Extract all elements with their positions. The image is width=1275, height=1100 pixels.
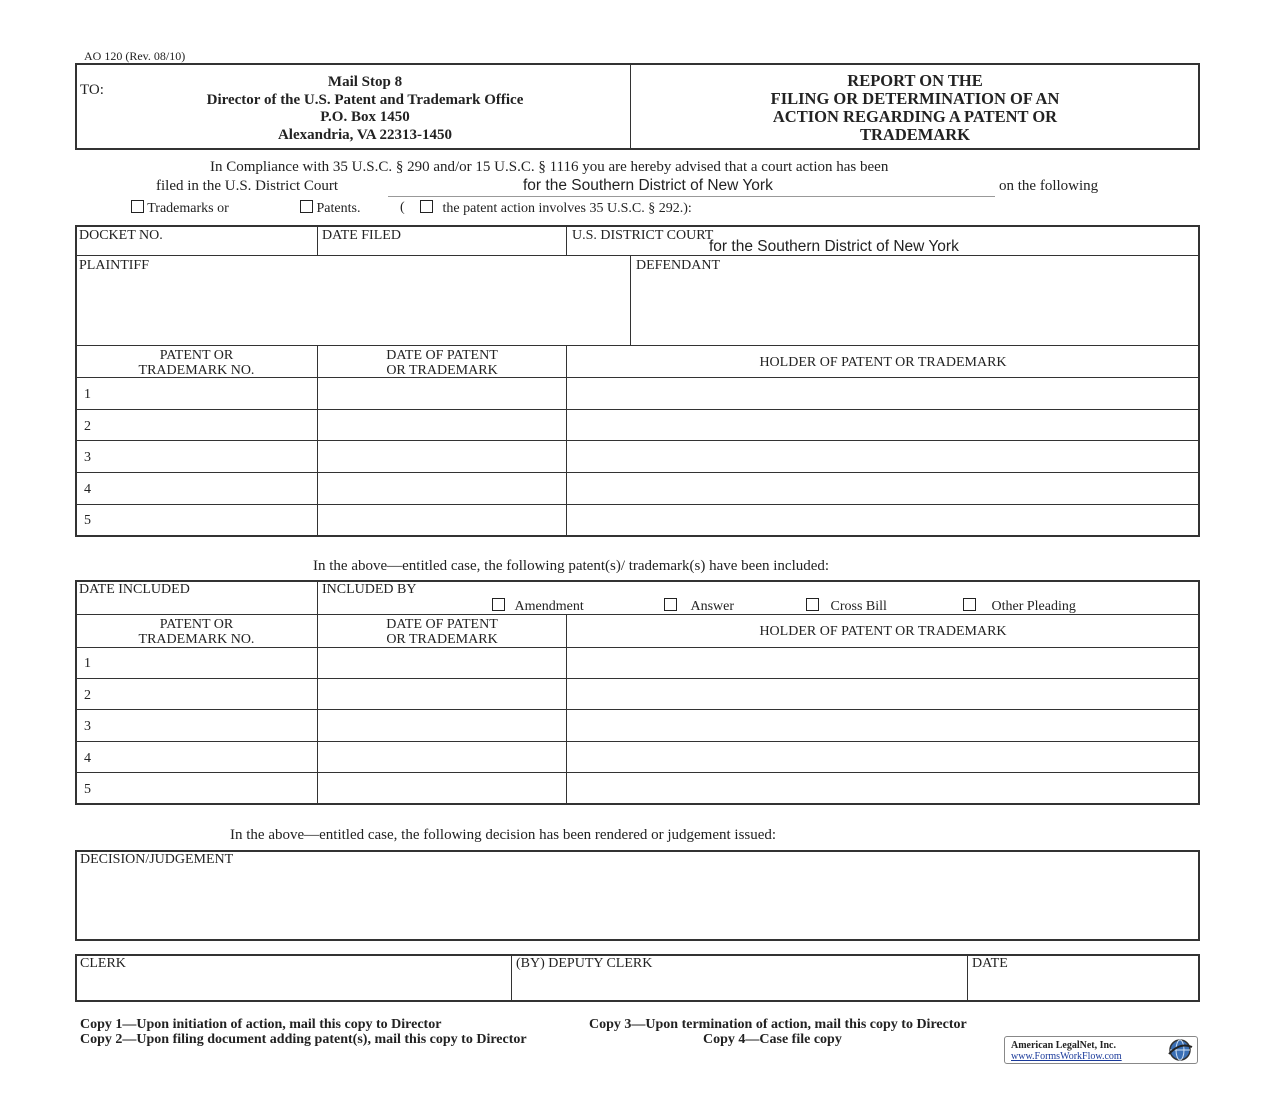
signature-divider xyxy=(511,955,512,1001)
cross-bill-option[interactable] xyxy=(806,598,887,615)
header-line: PATENT OR xyxy=(159,348,234,363)
globe-icon xyxy=(1165,1038,1195,1062)
row-number: 5 xyxy=(84,782,91,797)
defendant-field[interactable] xyxy=(636,275,1196,343)
case-col-divider xyxy=(566,226,567,256)
included-intro: In the above—entitled case, the following patent(s)/ trademark(s) have been included: xyxy=(313,558,830,574)
section-292-option[interactable] xyxy=(420,200,692,217)
clerk-field[interactable] xyxy=(80,972,506,998)
date-label: DATE xyxy=(972,956,1008,971)
section-292-label: the patent action involves 35 U.S.C. § 292.): xyxy=(442,201,692,216)
deputy-clerk-field[interactable] xyxy=(516,972,962,998)
form-id: AO 120 (Rev. 08/10) xyxy=(84,49,186,63)
deputy-clerk-label: (BY) DEPUTY CLERK xyxy=(516,956,653,971)
patents-option[interactable] xyxy=(300,200,360,217)
header-line: PATENT OR xyxy=(159,617,234,632)
other-pleading-checkbox[interactable] xyxy=(963,598,976,611)
court-label: U.S. DISTRICT COURT xyxy=(572,228,714,243)
address-line: Alexandria, VA 22313-1450 xyxy=(277,126,453,143)
row-number: 5 xyxy=(84,513,91,528)
header-divider xyxy=(630,64,631,149)
row-number: 1 xyxy=(84,656,91,671)
other-pleading-option[interactable] xyxy=(963,598,1076,615)
on-following-label: on the following xyxy=(999,178,1099,194)
court-value[interactable]: for the Southern District of New York xyxy=(709,238,959,255)
decision-intro: In the above—entitled case, the following decision has been rendered or judgement issued: xyxy=(230,827,777,843)
docket-label: DOCKET NO. xyxy=(79,228,163,243)
title-line: ACTION REGARDING A PATENT OR xyxy=(772,107,1058,126)
address-line: P.O. Box 1450 xyxy=(320,109,410,125)
party-divider xyxy=(630,256,631,346)
table-divider xyxy=(76,709,1199,710)
header-line: TRADEMARK NO. xyxy=(138,632,255,647)
header-line: OR TRADEMARK xyxy=(386,632,498,647)
table-divider xyxy=(76,345,1199,346)
table-divider xyxy=(76,440,1199,441)
court-field-value[interactable]: for the Southern District of New York xyxy=(523,177,773,194)
trademarks-option[interactable] xyxy=(131,200,229,217)
title-line: REPORT ON THE xyxy=(847,71,983,90)
report-title xyxy=(632,72,1198,144)
decision-label: DECISION/JUDGEMENT xyxy=(80,852,234,867)
copy-3-instruction: Copy 3—Upon termination of action, mail this copy to Director xyxy=(589,1017,967,1032)
mail-address xyxy=(130,74,600,144)
row-number: 3 xyxy=(84,450,91,465)
row-number: 3 xyxy=(84,719,91,734)
date-of-patent-header xyxy=(318,617,566,647)
answer-checkbox[interactable] xyxy=(664,598,677,611)
table-col-divider xyxy=(566,346,567,536)
copy-2-instruction: Copy 2—Upon filing document adding patent(s), mail this copy to Director xyxy=(80,1032,527,1047)
answer-option[interactable] xyxy=(664,598,734,615)
court-underline xyxy=(388,196,995,197)
address-line: Director of the U.S. Patent and Trademark Office xyxy=(206,91,524,108)
date-filed-label: DATE FILED xyxy=(322,228,401,243)
included-by-label: INCLUDED BY xyxy=(322,582,417,597)
copy-4-instruction: Copy 4—Case file copy xyxy=(703,1032,842,1047)
date-of-patent-header xyxy=(318,348,566,378)
title-line: FILING OR DETERMINATION OF AN xyxy=(770,89,1060,108)
clerk-label: CLERK xyxy=(80,956,126,971)
legalnet-logo[interactable] xyxy=(1004,1036,1198,1064)
amendment-checkbox[interactable] xyxy=(492,598,505,611)
defendant-label: DEFENDANT xyxy=(636,258,720,273)
patent-no-header xyxy=(76,617,317,647)
trademarks-checkbox[interactable] xyxy=(131,200,144,213)
table-divider xyxy=(76,772,1199,773)
row-number: 4 xyxy=(84,751,91,766)
case-row-divider xyxy=(76,255,1199,256)
address-line: Mail Stop 8 xyxy=(327,74,403,90)
row-number: 2 xyxy=(84,688,91,703)
title-line: TRADEMARK xyxy=(860,125,970,144)
table-divider xyxy=(76,741,1199,742)
table-divider xyxy=(76,647,1199,648)
logo-url[interactable]: www.FormsWorkFlow.com xyxy=(1011,1051,1122,1062)
header-line: DATE OF PATENT xyxy=(386,348,498,363)
section-292-checkbox[interactable] xyxy=(420,200,433,213)
date-field[interactable] xyxy=(972,972,1196,998)
table-divider xyxy=(76,504,1199,505)
holder-header: HOLDER OF PATENT OR TRADEMARK xyxy=(759,624,1007,639)
paren-open: ( xyxy=(400,200,405,215)
row-number: 2 xyxy=(84,419,91,434)
date-included-label: DATE INCLUDED xyxy=(79,582,190,597)
row-number: 1 xyxy=(84,387,91,402)
case-col-divider xyxy=(317,226,318,256)
filed-in-label: filed in the U.S. District Court xyxy=(156,178,339,194)
cross-bill-checkbox[interactable] xyxy=(806,598,819,611)
patents-checkbox[interactable] xyxy=(300,200,313,213)
cross-bill-label: Cross Bill xyxy=(830,599,887,614)
header-line: DATE OF PATENT xyxy=(386,617,498,632)
logo-company: American LegalNet, Inc. xyxy=(1011,1040,1116,1051)
other-pleading-label: Other Pleading xyxy=(991,599,1076,614)
holder-header: HOLDER OF PATENT OR TRADEMARK xyxy=(759,355,1007,370)
patents-label: Patents. xyxy=(316,201,361,216)
answer-label: Answer xyxy=(690,599,735,614)
plaintiff-field[interactable] xyxy=(80,275,625,343)
row-number: 4 xyxy=(84,482,91,497)
header-line: TRADEMARK NO. xyxy=(138,363,255,378)
patent-no-header xyxy=(76,348,317,378)
header-line: OR TRADEMARK xyxy=(386,363,498,378)
table-divider xyxy=(76,409,1199,410)
decision-box[interactable] xyxy=(75,850,1200,941)
copy-1-instruction: Copy 1—Upon initiation of action, mail this copy to Director xyxy=(80,1017,442,1032)
table-divider xyxy=(76,472,1199,473)
table-divider xyxy=(76,678,1199,679)
to-label: TO: xyxy=(80,82,104,98)
amendment-option[interactable] xyxy=(492,598,584,615)
signature-divider xyxy=(967,955,968,1001)
trademarks-label: Trademarks or xyxy=(147,201,229,216)
plaintiff-label: PLAINTIFF xyxy=(79,258,150,273)
amendment-label: Amendment xyxy=(514,599,584,614)
compliance-text: In Compliance with 35 U.S.C. § 290 and/or 15 U.S.C. § 1116 you are hereby advised that a court action has been xyxy=(210,159,889,175)
